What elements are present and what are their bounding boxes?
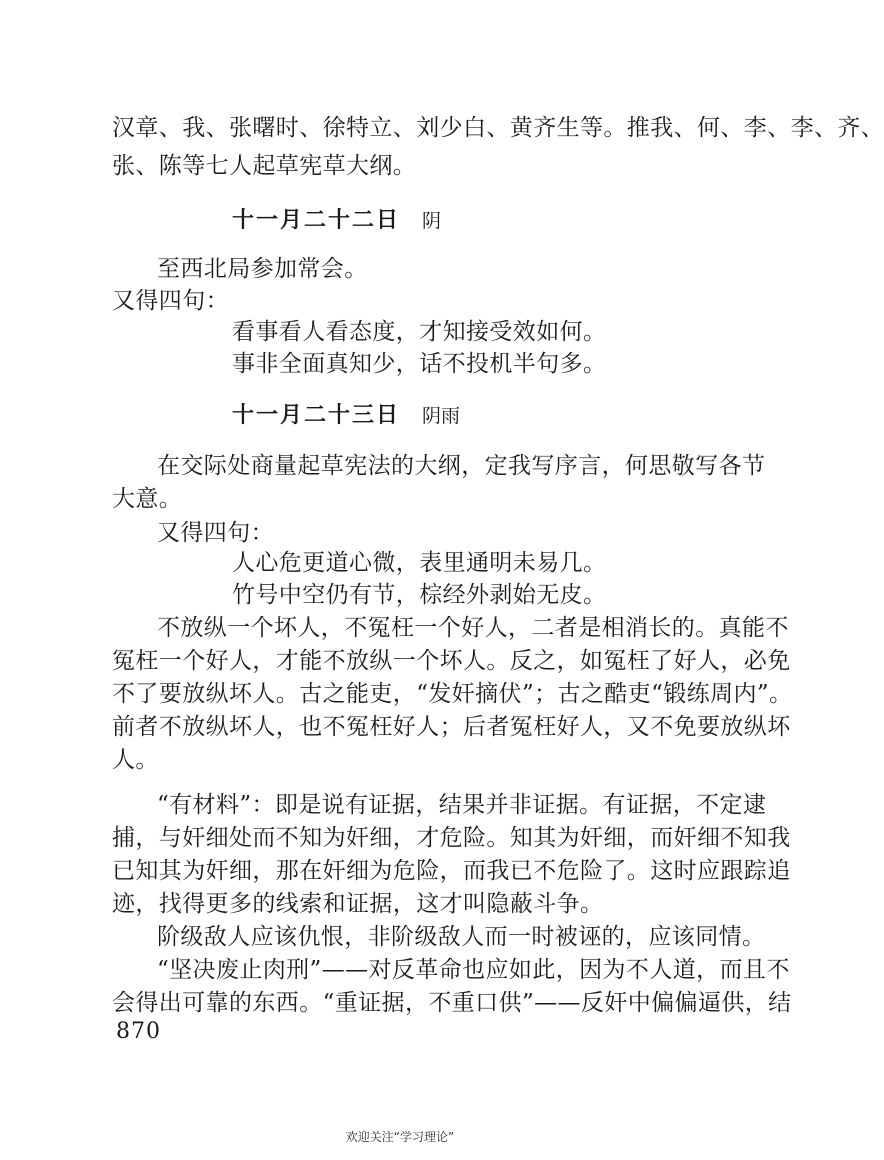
entry-weather: 阴雨: [422, 405, 461, 427]
entry-heading: [232, 400, 460, 431]
poem-line: 看事看人看态度，才知接受效如何。: [232, 319, 607, 345]
text-line: 不了要放纵坏人。古之能吏，“发奸摘伏”；古之酷吏“锻练周内”。: [112, 681, 793, 707]
text-line: 张、陈等七人起草宪草大纲。: [112, 153, 417, 179]
text-line: 冤枉一个好人，才能不放纵一个坏人。反之，如冤枉了好人，必免: [112, 648, 791, 674]
poem-line: 事非全面真知少，话不投机半句多。: [232, 351, 607, 377]
text-line: 大意。: [112, 486, 183, 512]
entry-weather: 阴: [422, 210, 442, 232]
footer-watermark-text: 欢迎关注“学习理论”: [345, 1130, 455, 1144]
poem-line: 竹号中空仍有节，棕经外剥始无皮。: [232, 582, 607, 608]
text-line: 捕，与奸细处而不知为奸细，才危险。知其为奸细，而奸细不知我: [112, 825, 791, 851]
text-line: 至西北局参加常会。: [157, 256, 368, 282]
entry-heading: [232, 205, 441, 236]
text-line: 人。: [112, 747, 159, 773]
text-line: 会得出可靠的东西。“重证据，不重口供”——反奸中偏偏逼供，结: [112, 990, 792, 1016]
text-line: 前者不放纵坏人，也不冤枉好人；后者冤枉好人，又不免要放纵坏: [112, 714, 791, 740]
text-line: 在交际处商量起草宪法的大纲，定我写序言，何思敬写各节: [157, 453, 766, 479]
text-line: 又得四句：: [112, 288, 229, 314]
entry-date: 十一月二十三日: [232, 402, 401, 428]
text-line: 不放纵一个坏人，不冤枉一个好人，二者是相消长的。真能不: [157, 615, 789, 641]
page-number: 870: [116, 1019, 161, 1044]
text-line: 迹，找得更多的线索和证据，这才叫隐蔽斗争。: [112, 891, 604, 917]
poem-line: 人心危更道心微，表里通明未易几。: [232, 550, 607, 576]
text-line: “有材料”：即是说有证据，结果并非证据。有证据，不定逮: [157, 792, 767, 818]
entry-date: 十一月二十二日: [232, 207, 401, 233]
text-line: 已知其为奸细，那在奸细为危险，而我已不危险了。这时应跟踪追: [112, 858, 791, 884]
text-line: “坚决废止肉刑”——对反革命也应如此，因为不人道，而且不: [157, 957, 790, 983]
text-line: 汉章、我、张曙时、徐特立、刘少白、黄齐生等。推我、何、李、李、齐、: [112, 115, 884, 141]
text-line: 又得四句：: [157, 520, 274, 546]
text-line: 阶级敌人应该仇恨，非阶级敌人而一时被诬的，应该同情。: [157, 924, 766, 950]
